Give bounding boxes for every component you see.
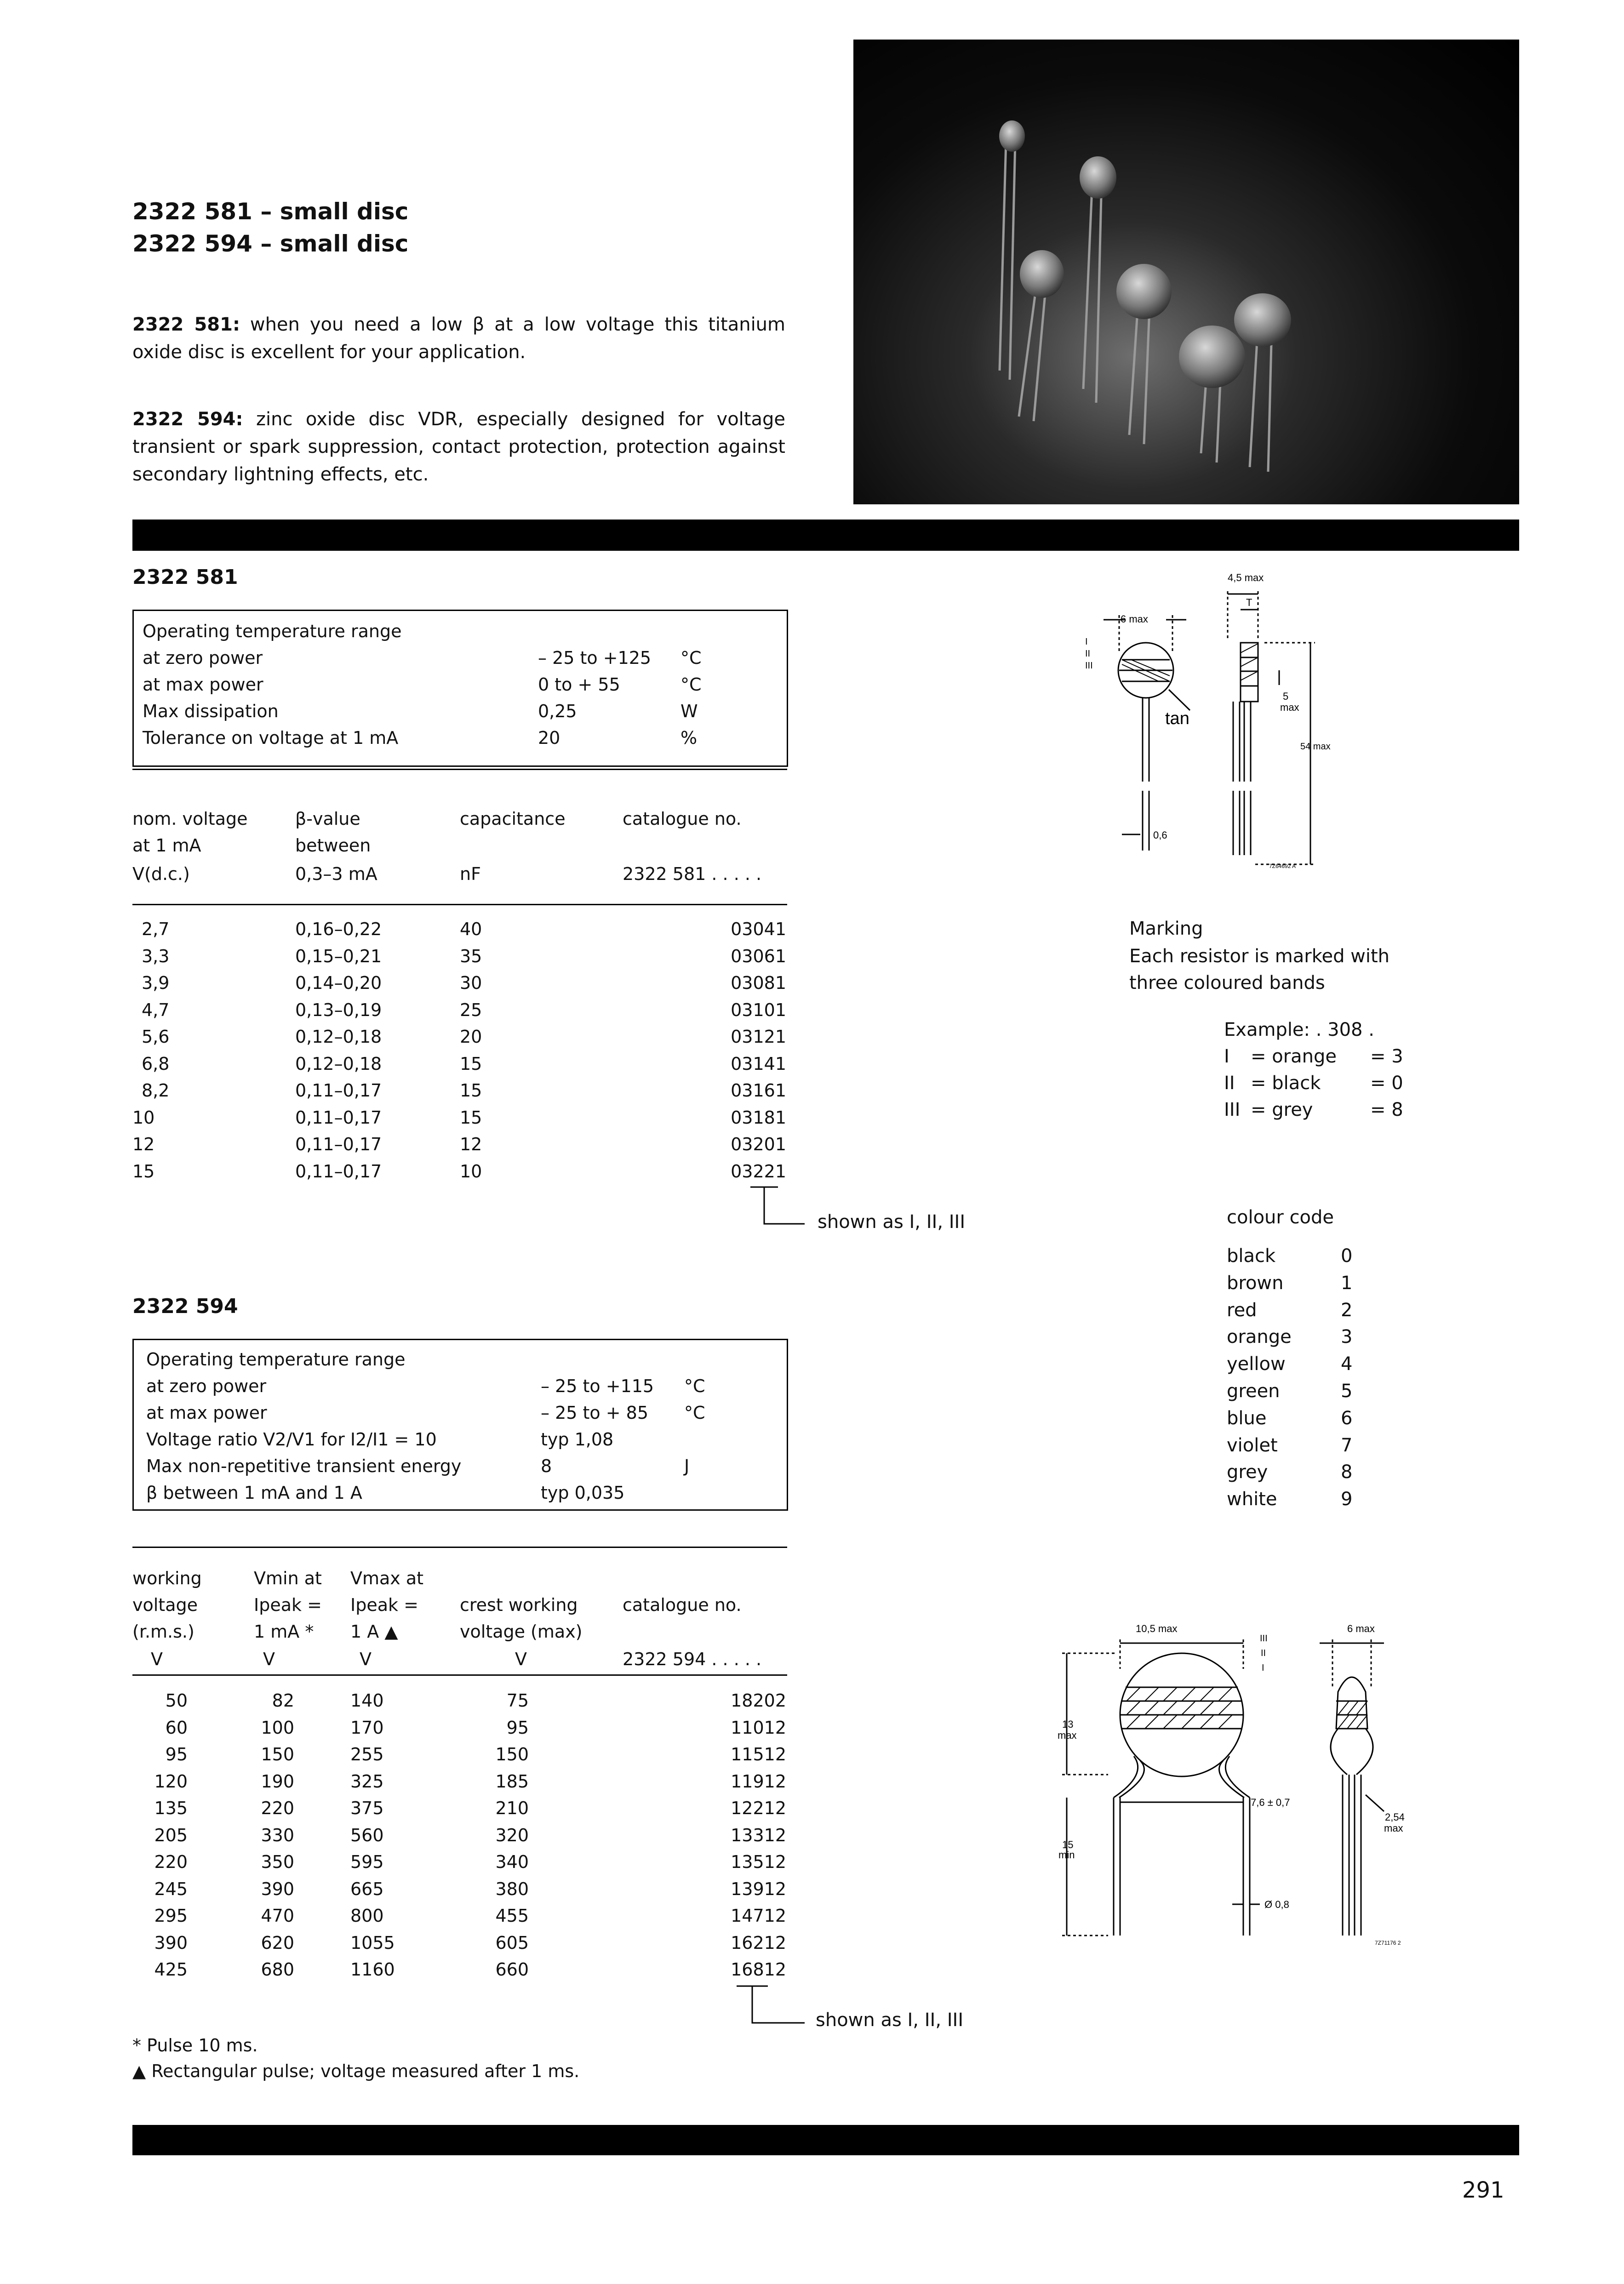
marking-band: II	[1224, 1073, 1235, 1094]
bracket-icon	[745, 1182, 809, 1233]
shown-as-note-594: shown as I, II, III	[816, 2010, 964, 2031]
cell-crest-voltage: 185	[495, 1771, 529, 1792]
cell-beta: 0,12–0,18	[295, 1054, 382, 1074]
table-rule	[132, 769, 787, 770]
marking-colour: = orange	[1251, 1046, 1337, 1067]
cell-voltage: 6,8	[142, 1054, 170, 1074]
column-header: voltage (max)	[460, 1622, 583, 1642]
column-header: 2322 581 . . . . .	[623, 864, 762, 884]
cell-catalogue: 03221	[731, 1161, 786, 1182]
dim-15-min: min	[1058, 1849, 1075, 1861]
cell-catalogue: 03041	[731, 919, 786, 939]
dimension-drawing-581	[1071, 565, 1347, 878]
cell-capacitance: 12	[460, 1134, 482, 1154]
cell-catalogue: 13312	[731, 1825, 786, 1845]
colour-code-title: colour code	[1227, 1207, 1334, 1228]
cell-voltage: 5,6	[142, 1027, 170, 1047]
cell-beta: 0,11–0,17	[295, 1134, 382, 1154]
cell-capacitance: 20	[460, 1027, 482, 1047]
colour-name: red	[1227, 1300, 1257, 1321]
column-header: Ipeak =	[254, 1595, 322, 1615]
cell-working-voltage: 135	[154, 1798, 188, 1818]
section-594-title: 2322 594	[132, 1295, 238, 1318]
cell-voltage: 10	[132, 1108, 155, 1128]
cell-vmin: 470	[261, 1906, 294, 1926]
colour-name: grey	[1227, 1462, 1268, 1483]
colour-name: white	[1227, 1489, 1277, 1510]
colour-digit: 8	[1341, 1462, 1353, 1483]
spec-label: at max power	[146, 1403, 267, 1423]
cell-working-voltage: 390	[154, 1933, 188, 1953]
cell-capacitance: 35	[460, 946, 482, 966]
dim-5-max: max	[1280, 702, 1299, 713]
column-header: V	[515, 1649, 527, 1669]
product-title-1: 2322 581 – small disc	[132, 198, 409, 225]
roman-II-2: II	[1261, 1648, 1266, 1658]
cell-voltage: 3,9	[142, 973, 170, 993]
table-rule	[132, 1674, 787, 1676]
colour-name: black	[1227, 1245, 1276, 1267]
column-header: 1 mA *	[254, 1622, 314, 1642]
cell-voltage: 8,2	[142, 1080, 170, 1101]
spec-label: β between 1 mA and 1 A	[146, 1483, 362, 1503]
spec-label: Tolerance on voltage at 1 mA	[143, 728, 399, 748]
cell-vmax: 325	[350, 1771, 384, 1792]
column-header: V	[263, 1649, 275, 1669]
cell-voltage: 3,3	[142, 946, 170, 966]
column-header: V(d.c.)	[132, 864, 190, 884]
cell-crest-voltage: 150	[495, 1744, 529, 1764]
colour-digit: 0	[1341, 1245, 1353, 1267]
cell-catalogue: 16812	[731, 1959, 786, 1980]
spec-value: 0 to + 55	[538, 674, 620, 695]
footnote-pulse: * Pulse 10 ms.	[132, 2035, 258, 2056]
cell-working-voltage: 120	[154, 1771, 188, 1792]
marking-line1: Each resistor is marked with	[1129, 946, 1390, 967]
marking-digit: = 8	[1370, 1099, 1403, 1120]
spec-label: at zero power	[143, 648, 263, 668]
column-header: β-value	[295, 809, 360, 829]
colour-name: yellow	[1227, 1353, 1286, 1375]
cell-catalogue: 12212	[731, 1798, 786, 1818]
cell-vmax: 255	[350, 1744, 384, 1764]
cell-voltage: 12	[132, 1134, 155, 1154]
cell-vmin: 350	[261, 1852, 294, 1872]
roman-II: II	[1085, 649, 1091, 659]
spec-label: Operating temperature range	[146, 1349, 406, 1370]
cell-catalogue: 11512	[731, 1744, 786, 1764]
spec-unit: %	[680, 728, 698, 748]
page-number: 291	[1462, 2177, 1504, 2203]
label-tan: tan	[1165, 709, 1189, 728]
cell-working-voltage: 220	[154, 1852, 188, 1872]
shown-as-note-581: shown as I, II, III	[818, 1211, 966, 1233]
cell-catalogue: 03141	[731, 1054, 786, 1074]
cell-crest-voltage: 455	[495, 1906, 529, 1926]
cell-beta: 0,11–0,17	[295, 1108, 382, 1128]
table-rule	[132, 1547, 787, 1548]
cell-vmax: 1160	[350, 1959, 395, 1980]
cell-vmin: 100	[261, 1718, 294, 1738]
cell-working-voltage: 60	[165, 1718, 188, 1738]
dim-45max: 4,5 max	[1228, 572, 1264, 583]
cell-crest-voltage: 75	[506, 1690, 529, 1711]
cell-catalogue: 13512	[731, 1852, 786, 1872]
description-581: 2322 581: when you need a low β at a low voltage this titanium oxide disc is excellent for your application.	[132, 314, 786, 363]
marking-example: Example: . 308 .	[1224, 1019, 1374, 1040]
dim-08: Ø 0,8	[1264, 1899, 1289, 1910]
column-header: 2322 594 . . . . .	[623, 1649, 762, 1669]
cell-vmax: 665	[350, 1879, 384, 1899]
cell-vmin: 390	[261, 1879, 294, 1899]
column-header: catalogue no.	[623, 1595, 742, 1615]
section-581-title: 2322 581	[132, 565, 238, 589]
spec-value: – 25 to + 85	[541, 1403, 649, 1423]
column-header: nom. voltage	[132, 809, 248, 829]
label-T: T	[1246, 597, 1252, 608]
spec-value: 0,25	[538, 701, 577, 721]
column-header: V	[360, 1649, 372, 1669]
colour-digit: 7	[1341, 1435, 1353, 1456]
marking-band: I	[1224, 1046, 1229, 1067]
cell-vmax: 170	[350, 1718, 384, 1738]
cell-beta: 0,15–0,21	[295, 946, 382, 966]
cell-catalogue: 11012	[731, 1718, 786, 1738]
marking-digit: = 3	[1370, 1046, 1403, 1067]
cell-crest-voltage: 340	[495, 1852, 529, 1872]
colour-digit: 1	[1341, 1273, 1353, 1294]
column-header: voltage	[132, 1595, 198, 1615]
column-header: between	[295, 835, 371, 856]
cell-vmin: 330	[261, 1825, 294, 1845]
cell-catalogue: 03101	[731, 1000, 786, 1020]
cell-vmin: 82	[272, 1690, 294, 1711]
dim-13-max: max	[1058, 1730, 1077, 1741]
cell-crest-voltage: 95	[506, 1718, 529, 1738]
cell-crest-voltage: 210	[495, 1798, 529, 1818]
spec-value: typ 0,035	[541, 1483, 625, 1503]
cell-working-voltage: 95	[165, 1744, 188, 1764]
cell-vmax: 800	[350, 1906, 384, 1926]
cell-capacitance: 40	[460, 919, 482, 939]
column-header: capacitance	[460, 809, 566, 829]
cell-capacitance: 30	[460, 973, 482, 993]
cell-catalogue: 13912	[731, 1879, 786, 1899]
spec-unit: °C	[680, 648, 702, 668]
cell-catalogue: 03201	[731, 1134, 786, 1154]
drawing-code-2: 7Z71176 2	[1375, 1940, 1401, 1946]
cell-capacitance: 15	[460, 1080, 482, 1101]
spec-value: – 25 to +115	[541, 1376, 654, 1396]
cell-vmin: 680	[261, 1959, 294, 1980]
column-header: V	[151, 1649, 163, 1669]
colour-name: green	[1227, 1381, 1280, 1402]
spec-unit: °C	[684, 1376, 705, 1396]
cell-catalogue: 03181	[731, 1108, 786, 1128]
cell-catalogue: 16212	[731, 1933, 786, 1953]
spec-value: 8	[541, 1456, 552, 1476]
cell-crest-voltage: 605	[495, 1933, 529, 1953]
cell-beta: 0,11–0,17	[295, 1080, 382, 1101]
column-header: Vmax at	[350, 1568, 424, 1588]
spec-label: Voltage ratio V2/V1 for I2/I1 = 10	[146, 1429, 437, 1450]
column-header: crest working	[460, 1595, 578, 1615]
column-header: 1 A ▲	[350, 1622, 398, 1642]
cell-capacitance: 15	[460, 1054, 482, 1074]
marking-band: III	[1224, 1099, 1241, 1120]
cell-catalogue: 03081	[731, 973, 786, 993]
column-header: (r.m.s.)	[132, 1622, 194, 1642]
dim-105max: 10,5 max	[1136, 1623, 1178, 1634]
cell-beta: 0,13–0,19	[295, 1000, 382, 1020]
dim-15: 15	[1062, 1839, 1074, 1850]
cell-working-voltage: 205	[154, 1825, 188, 1845]
cell-vmin: 150	[261, 1744, 294, 1764]
cell-beta: 0,11–0,17	[295, 1161, 382, 1182]
dim-76: 7,6 ± 0,7	[1251, 1797, 1290, 1808]
colour-digit: 2	[1341, 1300, 1353, 1321]
dim-13: 13	[1062, 1719, 1074, 1730]
cell-crest-voltage: 320	[495, 1825, 529, 1845]
separator-bar-bottom	[132, 2125, 1519, 2155]
marking-title: Marking	[1129, 918, 1203, 939]
dim-06: 0,6	[1153, 829, 1167, 841]
drawing-code: 7Z64692 A	[1269, 863, 1296, 869]
spec-value: 20	[538, 728, 560, 748]
dim-254: 2,54	[1385, 1811, 1405, 1823]
dim-254-max: max	[1384, 1822, 1403, 1834]
spec-label: at max power	[143, 674, 263, 695]
cell-catalogue: 03061	[731, 946, 786, 966]
spec-value: – 25 to +125	[538, 648, 652, 668]
cell-catalogue: 03121	[731, 1027, 786, 1047]
cell-capacitance: 15	[460, 1108, 482, 1128]
marking-colour: = grey	[1251, 1099, 1313, 1120]
roman-III-2: III	[1260, 1633, 1268, 1644]
column-header: nF	[460, 864, 481, 884]
spec-label: Max dissipation	[143, 701, 279, 721]
column-header: 0,3–3 mA	[295, 864, 377, 884]
spec-label: Max non-repetitive transient energy	[146, 1456, 462, 1476]
marking-digit: = 0	[1370, 1073, 1403, 1094]
product-title-2: 2322 594 – small disc	[132, 230, 409, 257]
colour-name: blue	[1227, 1408, 1267, 1429]
cell-catalogue: 14712	[731, 1906, 786, 1926]
cell-capacitance: 10	[460, 1161, 482, 1182]
spec-unit: J	[684, 1456, 690, 1476]
cell-vmax: 560	[350, 1825, 384, 1845]
spec-label: Operating temperature range	[143, 621, 402, 641]
bracket-icon	[731, 1981, 809, 2032]
cell-voltage: 4,7	[142, 1000, 170, 1020]
colour-digit: 6	[1341, 1408, 1353, 1429]
cell-vmin: 220	[261, 1798, 294, 1818]
cell-vmax: 1055	[350, 1933, 395, 1953]
colour-digit: 4	[1341, 1353, 1353, 1375]
spec-unit: °C	[680, 674, 702, 695]
separator-bar-top	[132, 520, 1519, 551]
dim-6max: 6 max	[1121, 613, 1148, 625]
cell-capacitance: 25	[460, 1000, 482, 1020]
cell-voltage: 15	[132, 1161, 155, 1182]
cell-catalogue: 03161	[731, 1080, 786, 1101]
cell-voltage: 2,7	[142, 919, 170, 939]
footnote-rectangular: ▲ Rectangular pulse; voltage measured after 1 ms.	[132, 2061, 580, 2081]
column-header: Vmin at	[254, 1568, 322, 1588]
cell-vmin: 190	[261, 1771, 294, 1792]
cell-vmin: 620	[261, 1933, 294, 1953]
dim-5: 5	[1283, 691, 1289, 702]
cell-crest-voltage: 660	[495, 1959, 529, 1980]
cell-vmax: 140	[350, 1690, 384, 1711]
spec-value: typ 1,08	[541, 1429, 614, 1450]
cell-catalogue: 11912	[731, 1771, 786, 1792]
dim-6max-2: 6 max	[1347, 1623, 1375, 1634]
cell-catalogue: 18202	[731, 1690, 786, 1711]
spec-unit: W	[680, 701, 698, 721]
colour-digit: 9	[1341, 1489, 1353, 1510]
colour-digit: 3	[1341, 1326, 1353, 1348]
cell-working-voltage: 295	[154, 1906, 188, 1926]
cell-beta: 0,16–0,22	[295, 919, 382, 939]
column-header: working	[132, 1568, 202, 1588]
description-594: 2322 594: zinc oxide disc VDR, especially designed for voltage transient or spark suppression, contact protection, protection against secondary lightning effects, etc.	[132, 409, 785, 485]
colour-name: violet	[1227, 1435, 1278, 1456]
colour-digit: 5	[1341, 1381, 1353, 1402]
cell-crest-voltage: 380	[495, 1879, 529, 1899]
cell-vmax: 375	[350, 1798, 384, 1818]
roman-I: I	[1085, 637, 1088, 647]
column-header: Ipeak =	[350, 1595, 418, 1615]
product-photo	[853, 40, 1519, 504]
colour-name: brown	[1227, 1273, 1284, 1294]
table-rule	[132, 904, 787, 905]
column-header: at 1 mA	[132, 835, 201, 856]
colour-name: orange	[1227, 1326, 1292, 1348]
cell-working-voltage: 245	[154, 1879, 188, 1899]
cell-beta: 0,12–0,18	[295, 1027, 382, 1047]
marking-line2: three coloured bands	[1129, 972, 1325, 994]
spec-label: at zero power	[146, 1376, 267, 1396]
cell-vmax: 595	[350, 1852, 384, 1872]
dim-54max: 54 max	[1300, 742, 1331, 752]
cell-working-voltage: 50	[165, 1690, 188, 1711]
spec-unit: °C	[684, 1403, 705, 1423]
marking-colour: = black	[1251, 1073, 1321, 1094]
column-header: catalogue no.	[623, 809, 742, 829]
dimension-drawing-594	[1044, 1623, 1458, 1954]
roman-III: III	[1085, 661, 1093, 671]
cell-working-voltage: 425	[154, 1959, 188, 1980]
roman-I-2: I	[1262, 1663, 1264, 1673]
cell-beta: 0,14–0,20	[295, 973, 382, 993]
